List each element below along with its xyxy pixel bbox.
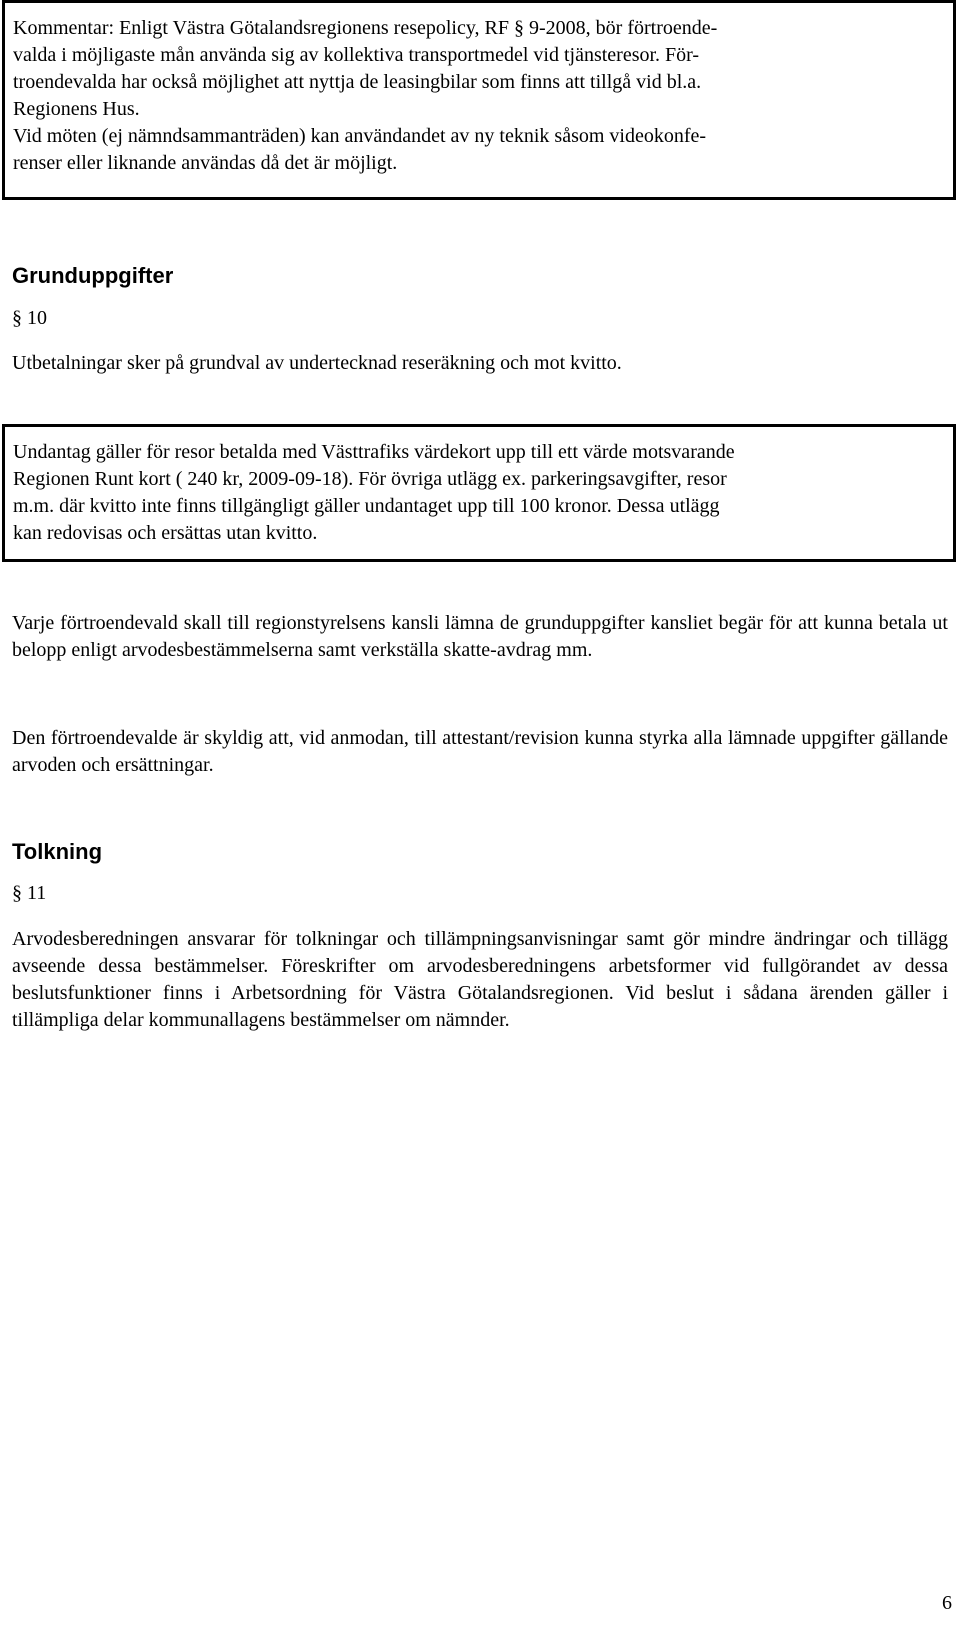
paragraph-tolkning-1: Arvodesberedningen ansvarar för tolkningar och tillämpningsanvisningar samt gör mindre ändringar och tillägg avseende dessa bestämmelser. Föreskrifter om arvodesberedningens arbetsformer vid fullgörandet av dessa beslutsfunktioner finns i Arbetsordning för Västra Götalandsregionen. Vid beslut i sådana ärenden gäller i tillämpliga delar kommunallagens bestämmelser om nämnder. — [12, 928, 948, 1031]
page-number: 6 — [942, 1592, 952, 1614]
exception-line: Regionen Runt kort ( 240 kr, 2009-09-18). För övriga utlägg ex. parkeringsavgifter, resor — [13, 468, 727, 490]
exception-line: Undantag gäller för resor betalda med Västtrafiks värdekort upp till ett värde motsvarande — [13, 441, 735, 463]
section-heading-tolkning: Tolkning — [12, 839, 103, 864]
section-heading-grunduppgifter: Grunduppgifter — [12, 263, 174, 288]
comment-line: renser eller liknande användas då det är möjligt. — [13, 152, 398, 174]
intro-text: Utbetalningar sker på grundval av undertecknad reseräkning och mot kvitto. — [12, 352, 622, 374]
comment-line: Vid möten (ej nämndsammanträden) kan användandet av ny teknik såsom videokonfe- — [13, 125, 707, 147]
paragraph-number-10: § 10 — [12, 307, 47, 329]
paragraph-grunduppgifter-2: Den förtroendevalde är skyldig att, vid anmodan, till attestant/revision kunna styrka alla lämnade uppgifter gällande arvoden och ersättningar. — [12, 727, 948, 776]
comment-line: troendevalda har också möjlighet att nyttja de leasingbilar som finns att tillgå vid bl.a. — [13, 71, 702, 93]
exception-line: kan redovisas och ersättas utan kvitto. — [13, 522, 318, 544]
paragraph-number-11: § 11 — [12, 882, 47, 904]
paragraph-grunduppgifter-1: Varje förtroendevald skall till regionstyrelsens kansli lämna de grunduppgifter kansliet begär för att kunna betala ut belopp enligt arvodesbestämmelserna samt verkställa skatte-avdrag mm. — [12, 612, 948, 661]
exception-line: m.m. där kvitto inte finns tillgängligt gäller undantaget upp till 100 kronor. Dessa utlägg — [13, 495, 720, 517]
comment-box — [2, 0, 956, 200]
comment-line: Regionens Hus. — [13, 98, 140, 120]
comment-line: valda i möjligaste mån använda sig av kollektiva transportmedel vid tjänsteresor. För- — [13, 44, 700, 66]
comment-line: Kommentar: Enligt Västra Götalandsregionens resepolicy, RF § 9-2008, bör förtroende- — [13, 17, 718, 39]
exception-box — [2, 424, 956, 562]
